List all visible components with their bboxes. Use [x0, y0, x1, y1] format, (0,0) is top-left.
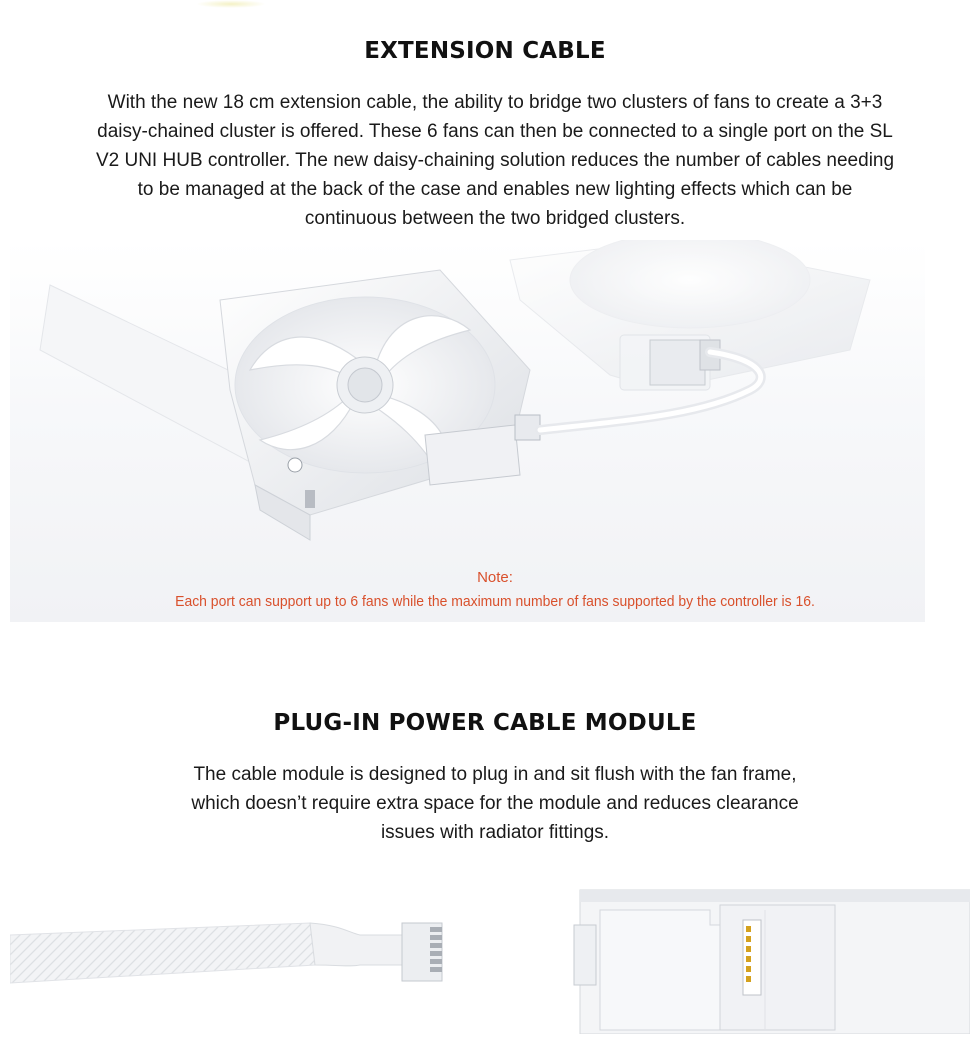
extension-cable-heading: EXTENSION CABLE [364, 38, 606, 64]
daisy-chained-fans-illustration [10, 240, 925, 622]
braided-sleeve [10, 923, 315, 983]
top-decorative-glow [196, 0, 266, 8]
plug-in-module-description: The cable module is designed to plug in and sit flush with the fan frame, which doesn’t require extra space for the module and reduces clearance issues with radiator fittings. [191, 764, 799, 843]
sleeved-cable-illustration [10, 905, 480, 1025]
note-label: Note: [477, 569, 513, 586]
extension-cable-description: With the new 18 cm extension cable, the ability to bridge two clusters of fans to create a 3+3 daisy-chained cluster is offered. These 6 fans can then be connected to a single port on the SL V2 UNI HUB controller. The new daisy-chaining solution reduces the number of cables needing to be managed at the back of the case and enables new lighting effects which can be continuous between the two bridged clusters. [95, 92, 895, 229]
note-text: Each port can support up to 6 fans while the maximum number of fans supported by the controller is 16. [175, 593, 815, 610]
front-cable-module [425, 425, 520, 485]
screw-hole [288, 458, 302, 472]
frame-clip [574, 925, 596, 985]
daisy-chained-fans-image [10, 240, 925, 622]
cable-module-illustration [560, 880, 970, 1034]
module-body [600, 910, 740, 1030]
cable-module-frame-image [560, 880, 970, 1034]
module-connector [743, 920, 761, 995]
cable-heatshrink [310, 923, 405, 966]
plug-in-power-cable-module-heading: PLUG-IN POWER CABLE MODULE [273, 710, 697, 736]
sleeved-cable-connector-image [10, 905, 480, 1025]
back-cable-module [650, 340, 705, 385]
frame-slot [305, 490, 315, 508]
